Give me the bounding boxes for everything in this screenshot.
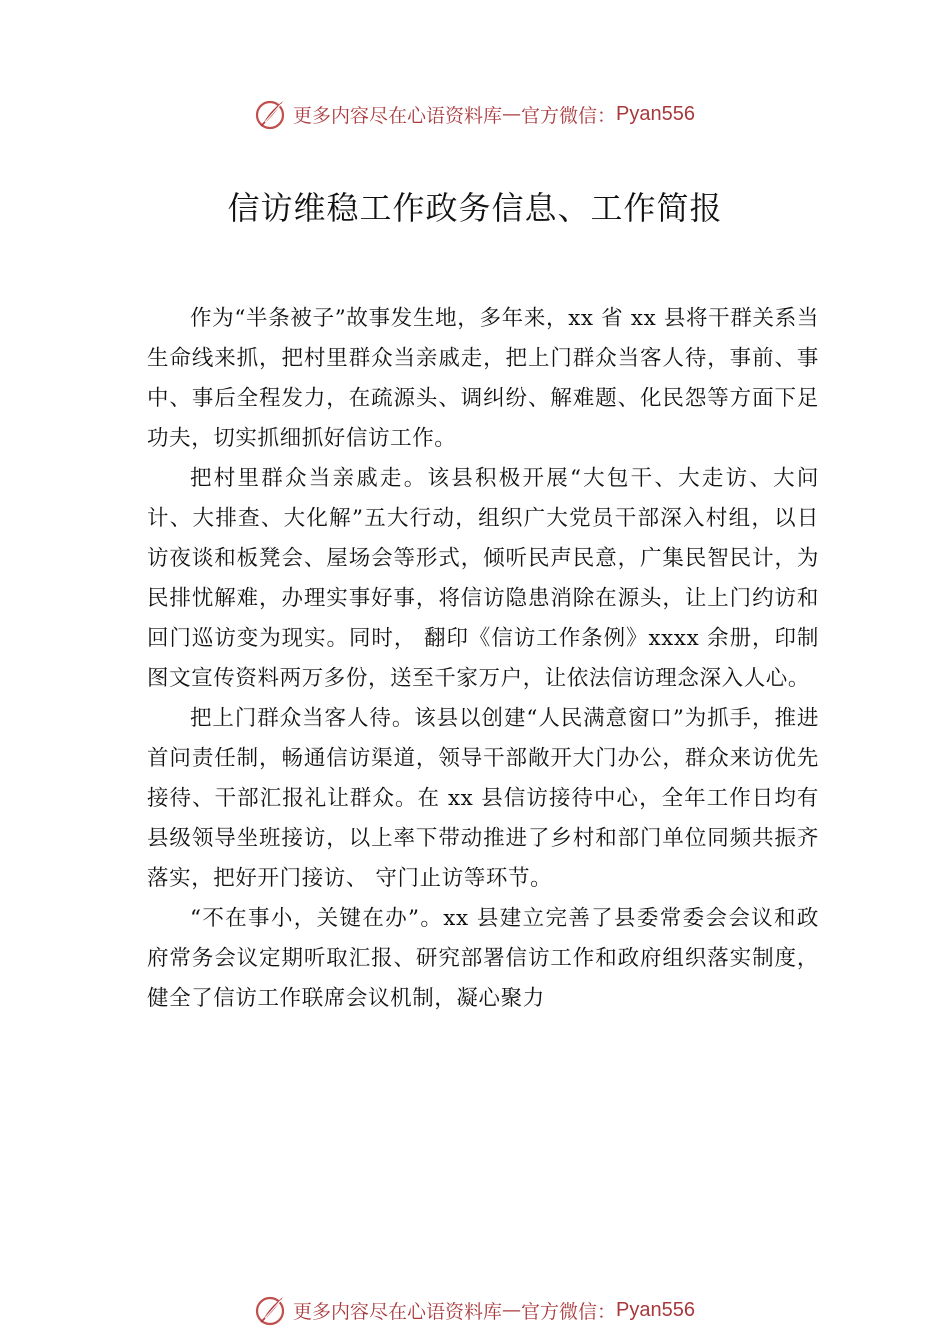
document-body [147,299,819,1019]
banner-separator: — [502,1299,522,1321]
banner-separator: — [502,103,522,125]
banner-brand-text: 更多内容尽在心语资料库 [293,1300,503,1323]
banner-official-label: 官方微信： [521,1300,617,1323]
banner-official-label: 官方微信： [521,104,617,127]
paragraph-key-is-action: “不在事小，关键在办”。xx 县建立完善了县委常委会会议和政府常务会议定期听取汇报、研究部署信访工作和政府组织落实制度，健全了信访工作联席会议机制，凝心聚力 [147,906,819,1011]
paragraph-visitors-as-guests: 把上门群众当客人待。该县以创建“人民满意窗口”为抓手，推进首问责任制，畅通信访渠道，领导干部敞开大门办公，群众来访优先接待、干部汇报礼让群众。在 xx 县信访接待中心，全年工作日均有县级领导坐班接访，以上率下带动推进了乡村和部门单位同频共振齐落实，把好开门接访、 守门止访等环节。 [147,706,819,891]
banner-brand-text: 更多内容尽在心语资料库 [293,104,503,127]
quill-pen-logo-icon [255,1293,289,1327]
paragraph-intro: 作为“半条被子”故事发生地，多年来，xx 省 xx 县将干群关系当生命线来抓，把村里群众当亲戚走，把上门群众当客人待，事前、事中、事后全程发力，在疏源头、调纠纷、解难题、化民怨等方面下足功夫，切实抓细抓好信访工作。 [147,306,819,451]
quill-pen-logo-icon [255,97,289,131]
header-watermark-banner [0,94,950,134]
paragraph-village-visits: 把村里群众当亲戚走。该县积极开展“大包干、大走访、大问计、大排查、大化解”五大行动，组织广大党员干部深入村组，以日访夜谈和板凳会、屋场会等形式，倾听民声民意，广集民智民计，为民排忧解难，办理实事好事，将信访隐患消除在源头，让上门约访和回门巡访变为现实。同时， 翻印《信访工作条例》xxxx 余册，印制图文宣传资料两万多份，送至千家万户，让依法信访理念深入人心。 [147,466,819,691]
document-title: 信访维稳工作政务信息、工作简报 [227,189,723,227]
footer-watermark-banner [0,1290,950,1330]
banner-wechat-id: Pyan556 [616,1298,695,1321]
banner-wechat-id: Pyan556 [616,102,695,125]
